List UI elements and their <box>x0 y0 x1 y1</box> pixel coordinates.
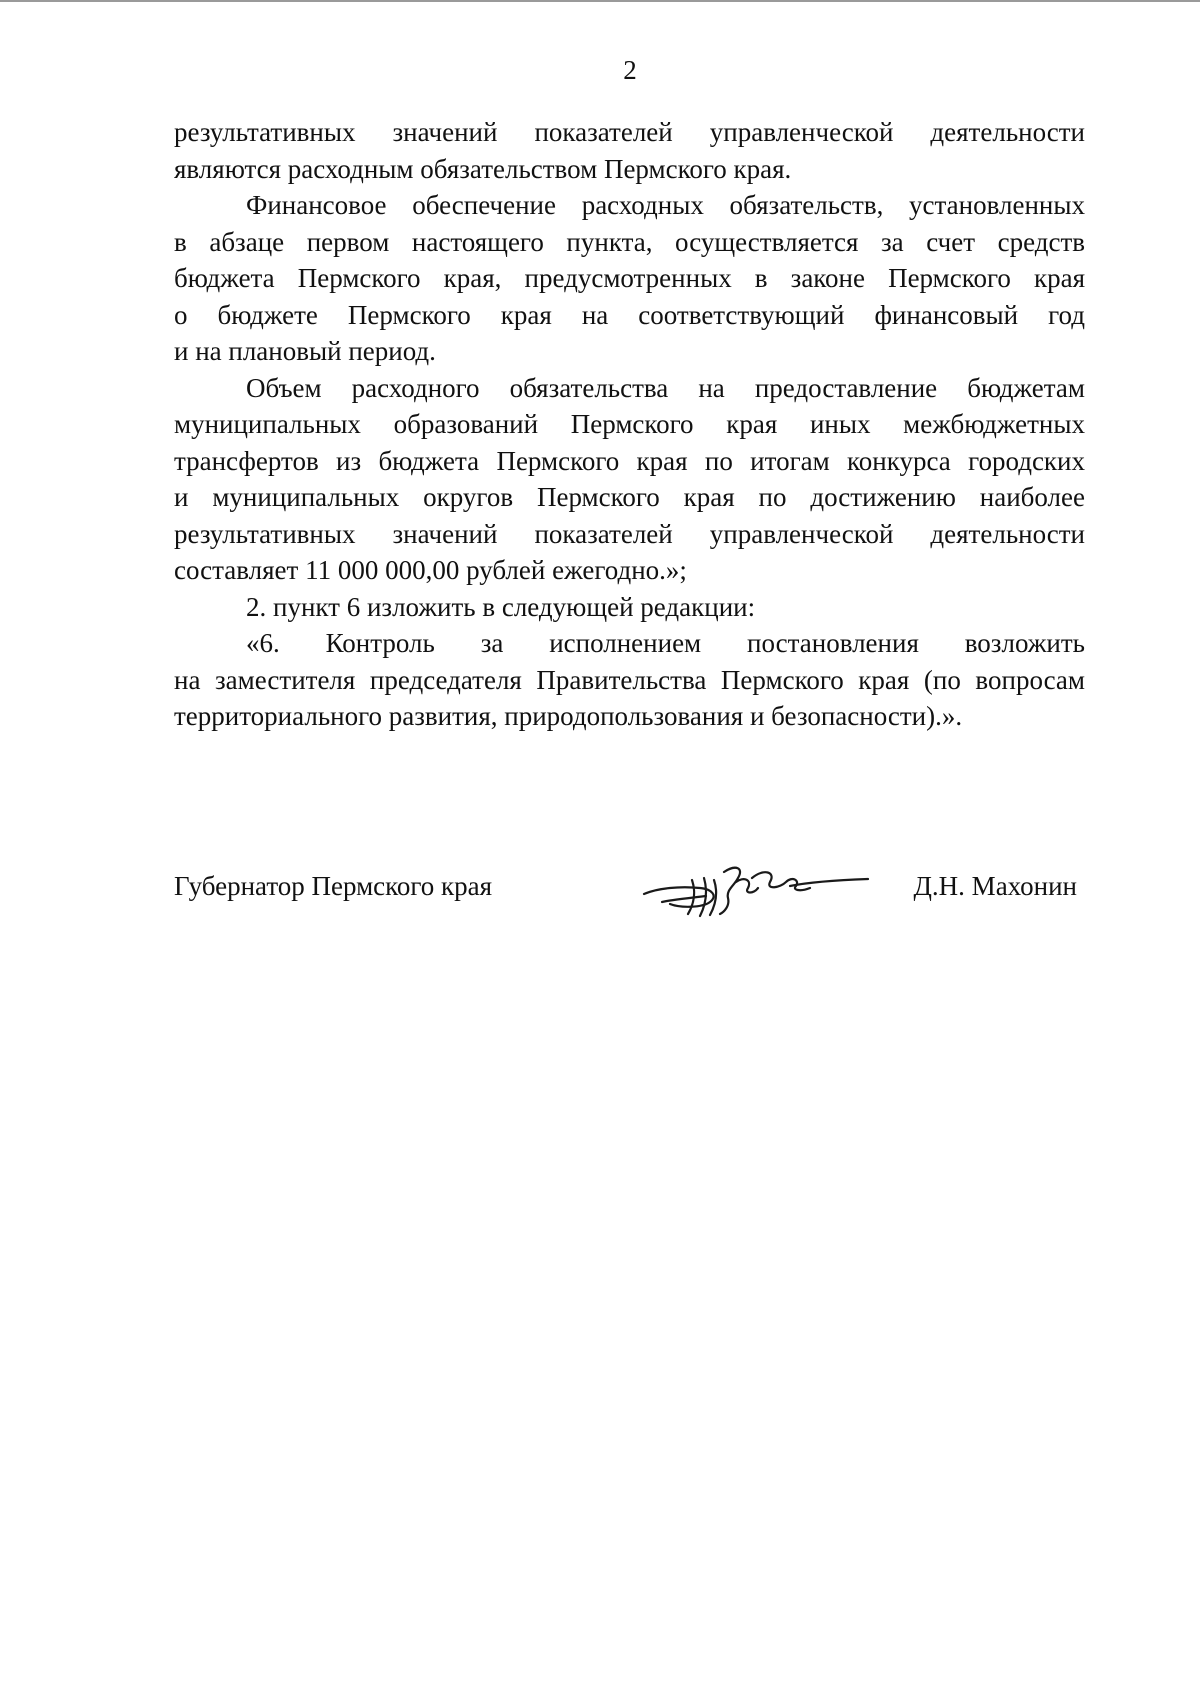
text-line: трансфертов из бюджета Пермского края по итогам конкурса городских <box>174 445 1085 476</box>
text-line: и на плановый период. <box>174 336 436 366</box>
text-line: и муниципальных округов Пермского края по достижению наиболее <box>174 482 1085 512</box>
text-line: 2. пункт 6 изложить в следующей редакции: <box>246 591 756 622</box>
paragraph-4 <box>174 589 1085 626</box>
signatory-position: Губернатор Пермского края <box>174 871 493 901</box>
text-line: бюджета Пермского края, предусмотренных в законе Пермского края <box>174 263 1085 293</box>
text-line: являются расходным обязательством Пермского края. <box>174 153 792 184</box>
text-line: составляет 11 000 000,00 рублей ежегодно.»; <box>174 555 687 585</box>
text-line: Объем расходного обязательства на предоставление бюджетам <box>246 372 1085 403</box>
text-line: о бюджете Пермского края на соответствующий финансовый год <box>174 299 1085 330</box>
text-line: территориального развития, природопользования и безопасности).». <box>174 701 963 731</box>
text-line: на заместителя председателя Правительства Пермского края (по вопросам <box>174 664 1085 695</box>
text-line: Финансовое обеспечение расходных обязательств, установленных <box>246 190 1085 220</box>
text-line: результативных значений показателей управленческой деятельности <box>174 117 1085 147</box>
paragraph-1 <box>174 114 1085 187</box>
text-line: в абзаце первом настоящего пункта, осуществляется за счет средств <box>174 226 1085 257</box>
text-line: муниципальных образований Пермского края иных межбюджетных <box>174 409 1085 439</box>
signatory-name: Д.Н. Махонин <box>913 871 1077 901</box>
handwritten-signature <box>640 858 872 918</box>
paragraph-2 <box>174 187 1085 370</box>
page-number: 2 <box>623 55 637 85</box>
text-line: «6. Контроль за исполнением постановления возложить <box>246 628 1085 658</box>
paragraph-3 <box>174 370 1085 589</box>
text-line: результативных значений показателей управленческой деятельности <box>174 518 1085 549</box>
paragraph-5 <box>174 625 1085 735</box>
document-body <box>174 114 1085 735</box>
scan-edge <box>0 0 1200 2</box>
signature-block <box>174 868 1085 908</box>
